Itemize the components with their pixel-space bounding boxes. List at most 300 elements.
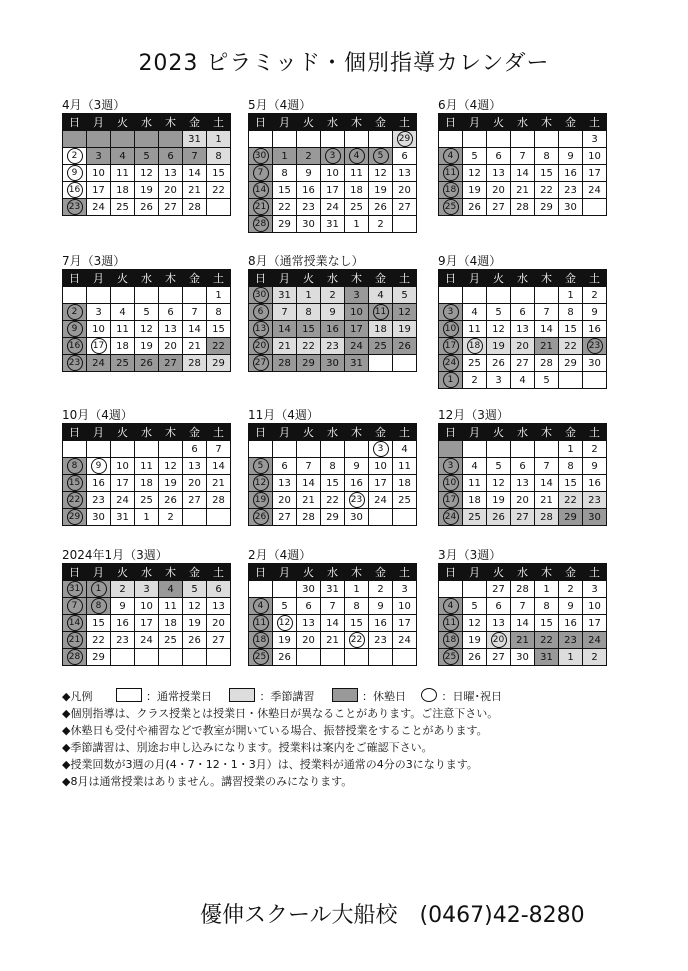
day-cell: 15 (87, 615, 111, 632)
day-cell (249, 441, 273, 458)
weekday-header: 土 (393, 114, 417, 131)
weekday-header: 土 (393, 270, 417, 287)
week-row (63, 581, 231, 598)
day-cell (87, 441, 111, 458)
day-cell: 18 (463, 492, 487, 509)
month-table (62, 113, 231, 216)
day-cell (439, 148, 463, 165)
day-cell: 24 (583, 182, 607, 199)
day-cell (439, 509, 463, 526)
day-cell: 31 (321, 216, 345, 233)
holiday-marker: 13 (253, 321, 269, 337)
day-cell (393, 649, 417, 666)
weekday-header: 土 (583, 564, 607, 581)
day-cell: 4 (159, 581, 183, 598)
day-cell: 31 (321, 581, 345, 598)
day-cell: 1 (207, 287, 231, 304)
day-cell: 5 (135, 304, 159, 321)
day-cell: 16 (321, 321, 345, 338)
day-cell: 7 (297, 458, 321, 475)
day-cell: 12 (183, 598, 207, 615)
day-cell (439, 598, 463, 615)
holiday-marker: 29 (397, 131, 413, 147)
month-title: 8月（通常授業なし） (248, 254, 364, 268)
day-cell: 19 (159, 475, 183, 492)
week-row (439, 581, 607, 598)
weekday-header: 月 (87, 114, 111, 131)
holiday-marker: 23 (67, 199, 83, 215)
day-cell: 18 (135, 475, 159, 492)
day-cell: 16 (583, 475, 607, 492)
legend-label: ◆凡例 (62, 690, 93, 703)
holiday-marker: 23 (67, 355, 83, 371)
day-cell: 9 (583, 458, 607, 475)
day-cell: 27 (159, 355, 183, 372)
day-cell: 5 (463, 148, 487, 165)
week-row (63, 492, 231, 509)
day-cell: 13 (511, 321, 535, 338)
legend-holiday-text: ：日曜･祝日 (441, 690, 502, 703)
day-cell: 11 (111, 165, 135, 182)
day-cell: 21 (321, 632, 345, 649)
weekday-header: 月 (463, 424, 487, 441)
day-cell (369, 304, 393, 321)
day-cell (249, 632, 273, 649)
day-cell: 20 (183, 475, 207, 492)
holiday-marker: 25 (443, 649, 459, 665)
legend (62, 688, 502, 790)
day-cell (63, 509, 87, 526)
day-cell: 1 (535, 581, 559, 598)
day-cell (249, 182, 273, 199)
day-cell: 16 (297, 182, 321, 199)
day-cell (297, 441, 321, 458)
day-cell: 19 (487, 492, 511, 509)
week-row (63, 632, 231, 649)
day-cell: 27 (159, 199, 183, 216)
day-cell: 27 (183, 492, 207, 509)
day-cell: 29 (297, 355, 321, 372)
day-cell (393, 216, 417, 233)
weekday-header: 火 (297, 564, 321, 581)
weekday-header: 水 (135, 114, 159, 131)
day-cell (207, 509, 231, 526)
day-cell: 12 (393, 304, 417, 321)
day-cell (63, 287, 87, 304)
day-cell: 6 (273, 458, 297, 475)
day-cell: 27 (393, 199, 417, 216)
month-title: 6月（4週） (438, 98, 502, 112)
day-cell: 19 (273, 632, 297, 649)
day-cell: 5 (535, 372, 559, 389)
weekday-header: 日 (63, 564, 87, 581)
day-cell (207, 199, 231, 216)
day-cell: 7 (183, 304, 207, 321)
day-cell (321, 131, 345, 148)
weekday-header: 木 (535, 270, 559, 287)
day-cell: 14 (511, 615, 535, 632)
day-cell: 9 (345, 458, 369, 475)
weekday-header: 日 (439, 424, 463, 441)
day-cell (321, 148, 345, 165)
day-cell (393, 509, 417, 526)
day-cell: 23 (583, 492, 607, 509)
day-cell: 17 (393, 615, 417, 632)
week-row (439, 615, 607, 632)
day-cell: 30 (511, 649, 535, 666)
day-cell: 24 (87, 355, 111, 372)
day-cell: 26 (463, 199, 487, 216)
day-cell: 21 (511, 632, 535, 649)
week-row (439, 199, 607, 216)
weekday-header: 水 (135, 564, 159, 581)
day-cell (63, 355, 87, 372)
holiday-marker: 11 (373, 304, 389, 320)
day-cell (321, 649, 345, 666)
day-cell: 27 (273, 509, 297, 526)
weekday-header: 水 (511, 114, 535, 131)
week-row (249, 321, 417, 338)
day-cell (87, 338, 111, 355)
holiday-marker: 6 (253, 304, 269, 320)
week-row (439, 321, 607, 338)
weekday-header: 木 (159, 114, 183, 131)
day-cell: 22 (87, 632, 111, 649)
day-cell (439, 165, 463, 182)
day-cell: 3 (87, 304, 111, 321)
holiday-marker: 3 (325, 148, 341, 164)
day-cell (249, 304, 273, 321)
day-cell: 19 (135, 338, 159, 355)
day-cell: 13 (511, 475, 535, 492)
note: ◆授業回数が3週の月(4・7・12・1・3月）は、授業料が通常の4分の3になります。 (62, 758, 478, 771)
holiday-marker: 24 (443, 509, 459, 525)
weekday-header: 火 (487, 114, 511, 131)
week-row (249, 475, 417, 492)
day-cell: 31 (345, 355, 369, 372)
day-cell (439, 372, 463, 389)
weekday-header: 土 (583, 114, 607, 131)
weekday-header: 水 (511, 424, 535, 441)
day-cell: 26 (487, 509, 511, 526)
day-cell (559, 372, 583, 389)
day-cell: 21 (511, 182, 535, 199)
day-cell: 16 (111, 615, 135, 632)
day-cell: 26 (393, 338, 417, 355)
day-cell: 8 (207, 148, 231, 165)
day-cell: 9 (111, 598, 135, 615)
day-cell: 14 (297, 475, 321, 492)
day-cell: 6 (183, 441, 207, 458)
day-cell (273, 131, 297, 148)
holiday-marker: 25 (253, 649, 269, 665)
month-title: 11月（4週） (248, 408, 319, 422)
day-cell (249, 355, 273, 372)
day-cell: 12 (487, 475, 511, 492)
weekday-header: 金 (183, 270, 207, 287)
day-cell (439, 199, 463, 216)
day-cell: 27 (487, 649, 511, 666)
day-cell: 24 (135, 632, 159, 649)
week-row (63, 441, 231, 458)
week-row (439, 458, 607, 475)
day-cell: 13 (393, 165, 417, 182)
day-cell: 30 (345, 509, 369, 526)
day-cell: 30 (297, 581, 321, 598)
day-cell: 11 (135, 458, 159, 475)
day-cell: 20 (393, 182, 417, 199)
weekday-header: 木 (159, 270, 183, 287)
day-cell: 13 (487, 615, 511, 632)
weekday-header: 日 (439, 270, 463, 287)
week-row (249, 441, 417, 458)
weekday-header: 火 (111, 564, 135, 581)
day-cell: 22 (273, 199, 297, 216)
month-title: 2024年1月（3週） (62, 548, 168, 562)
holiday-marker: 16 (67, 338, 83, 354)
day-cell (63, 615, 87, 632)
weekday-header: 金 (183, 564, 207, 581)
note: ◆季節講習は、別途お申し込みになります。授業料は案内をご確認下さい。 (62, 741, 433, 754)
day-cell: 25 (111, 199, 135, 216)
day-cell: 17 (369, 475, 393, 492)
day-cell: 27 (511, 355, 535, 372)
day-cell: 29 (207, 355, 231, 372)
day-cell: 24 (111, 492, 135, 509)
day-cell: 6 (487, 148, 511, 165)
holiday-marker: 30 (253, 148, 269, 164)
day-cell: 21 (297, 492, 321, 509)
day-cell: 30 (321, 355, 345, 372)
page-title: 2023 ピラミッド・個別指導カレンダー (138, 51, 550, 76)
day-cell: 17 (583, 165, 607, 182)
holiday-marker: 29 (67, 509, 83, 525)
day-cell: 28 (511, 199, 535, 216)
day-cell: 23 (297, 199, 321, 216)
day-cell: 7 (511, 598, 535, 615)
day-cell: 28 (511, 581, 535, 598)
day-cell (111, 287, 135, 304)
day-cell: 21 (535, 338, 559, 355)
day-cell: 13 (159, 321, 183, 338)
day-cell: 9 (559, 148, 583, 165)
day-cell: 23 (369, 632, 393, 649)
day-cell: 2 (583, 649, 607, 666)
day-cell: 24 (87, 199, 111, 216)
month-title: 2月（4週） (248, 548, 312, 562)
week-row (249, 598, 417, 615)
weekday-header: 金 (559, 424, 583, 441)
day-cell: 18 (369, 321, 393, 338)
day-cell (369, 649, 393, 666)
holiday-marker: 2 (67, 148, 83, 164)
day-cell (63, 458, 87, 475)
day-cell (63, 632, 87, 649)
day-cell: 26 (135, 199, 159, 216)
week-row (63, 458, 231, 475)
day-cell: 18 (159, 615, 183, 632)
day-cell: 28 (535, 355, 559, 372)
day-cell (535, 131, 559, 148)
week-row (249, 581, 417, 598)
day-cell (559, 131, 583, 148)
weekday-header: 月 (273, 424, 297, 441)
day-cell: 12 (135, 165, 159, 182)
weekday-header: 土 (207, 270, 231, 287)
week-row (249, 216, 417, 233)
holiday-marker: 7 (67, 598, 83, 614)
weekday-header: 木 (345, 270, 369, 287)
day-cell: 8 (273, 165, 297, 182)
weekday-header: 木 (535, 424, 559, 441)
day-cell (207, 649, 231, 666)
day-cell: 15 (297, 321, 321, 338)
day-cell (535, 441, 559, 458)
weekday-header: 金 (369, 114, 393, 131)
week-row (249, 131, 417, 148)
day-cell: 10 (583, 148, 607, 165)
weekday-header: 日 (63, 114, 87, 131)
week-row (63, 287, 231, 304)
holiday-marker: 21 (253, 199, 269, 215)
day-cell: 14 (273, 321, 297, 338)
day-cell: 4 (463, 458, 487, 475)
day-cell: 3 (87, 148, 111, 165)
day-cell: 2 (369, 216, 393, 233)
note: ◆個別指導は、クラス授業とは授業日・休塾日が異なることがあります。ご注意下さい。 (62, 707, 499, 720)
month-calendar (438, 408, 605, 526)
day-cell: 7 (273, 304, 297, 321)
day-cell (439, 355, 463, 372)
day-cell: 8 (297, 304, 321, 321)
day-cell: 18 (111, 182, 135, 199)
day-cell: 20 (511, 492, 535, 509)
day-cell: 30 (583, 509, 607, 526)
day-cell: 26 (135, 355, 159, 372)
holiday-marker: 7 (253, 165, 269, 181)
day-cell: 11 (463, 475, 487, 492)
holiday-marker: 14 (253, 182, 269, 198)
day-cell: 10 (111, 458, 135, 475)
holiday-marker: 18 (443, 632, 459, 648)
day-cell: 14 (535, 321, 559, 338)
day-cell: 28 (183, 355, 207, 372)
day-cell: 1 (207, 131, 231, 148)
day-cell (63, 182, 87, 199)
day-cell (369, 131, 393, 148)
week-row (63, 148, 231, 165)
day-cell: 18 (111, 338, 135, 355)
holiday-marker: 26 (253, 509, 269, 525)
day-cell (183, 649, 207, 666)
day-cell: 23 (559, 632, 583, 649)
day-cell: 29 (559, 355, 583, 372)
day-cell: 3 (583, 581, 607, 598)
weekday-header: 木 (159, 424, 183, 441)
weekday-header: 金 (183, 424, 207, 441)
month-table (62, 423, 231, 526)
day-cell (511, 287, 535, 304)
day-cell (249, 338, 273, 355)
weekday-header: 金 (369, 424, 393, 441)
holiday-marker: 2 (67, 304, 83, 320)
day-cell (87, 287, 111, 304)
day-cell (297, 131, 321, 148)
day-cell (439, 304, 463, 321)
day-cell: 12 (159, 458, 183, 475)
day-cell: 7 (535, 304, 559, 321)
day-cell: 26 (487, 355, 511, 372)
day-cell: 11 (393, 458, 417, 475)
weekday-header: 日 (249, 564, 273, 581)
day-cell: 22 (207, 182, 231, 199)
day-cell: 9 (321, 304, 345, 321)
day-cell: 21 (207, 475, 231, 492)
week-row (439, 287, 607, 304)
day-cell: 25 (135, 492, 159, 509)
day-cell (63, 304, 87, 321)
holiday-marker: 25 (443, 199, 459, 215)
day-cell (463, 441, 487, 458)
day-cell (159, 649, 183, 666)
day-cell: 25 (111, 355, 135, 372)
day-cell: 16 (345, 475, 369, 492)
day-cell (487, 441, 511, 458)
day-cell (273, 441, 297, 458)
day-cell (487, 632, 511, 649)
day-cell: 16 (559, 615, 583, 632)
day-cell: 20 (159, 338, 183, 355)
week-row (249, 492, 417, 509)
holiday-marker: 3 (443, 304, 459, 320)
day-cell: 12 (487, 321, 511, 338)
day-cell (297, 649, 321, 666)
week-row (439, 509, 607, 526)
holiday-marker: 10 (443, 475, 459, 491)
holiday-marker: 4 (349, 148, 365, 164)
day-cell: 22 (535, 632, 559, 649)
holiday-marker: 11 (443, 615, 459, 631)
day-cell: 6 (207, 581, 231, 598)
week-row (63, 182, 231, 199)
day-cell: 15 (273, 182, 297, 199)
holiday-marker: 22 (349, 632, 365, 648)
week-row (249, 632, 417, 649)
day-cell: 19 (183, 615, 207, 632)
day-cell: 13 (159, 165, 183, 182)
day-cell: 13 (273, 475, 297, 492)
day-cell: 21 (535, 492, 559, 509)
day-cell (273, 581, 297, 598)
day-cell: 15 (535, 615, 559, 632)
day-cell: 26 (183, 632, 207, 649)
day-cell: 26 (159, 492, 183, 509)
weekday-header: 火 (111, 424, 135, 441)
day-cell: 14 (511, 165, 535, 182)
week-row (63, 304, 231, 321)
day-cell: 26 (369, 199, 393, 216)
day-cell (249, 458, 273, 475)
day-cell: 25 (369, 338, 393, 355)
day-cell: 4 (111, 148, 135, 165)
day-cell: 17 (321, 182, 345, 199)
day-cell: 14 (535, 475, 559, 492)
holiday-marker: 8 (67, 458, 83, 474)
week-row (439, 355, 607, 372)
day-cell (63, 492, 87, 509)
month-calendar (248, 548, 415, 666)
month-table (62, 563, 231, 666)
